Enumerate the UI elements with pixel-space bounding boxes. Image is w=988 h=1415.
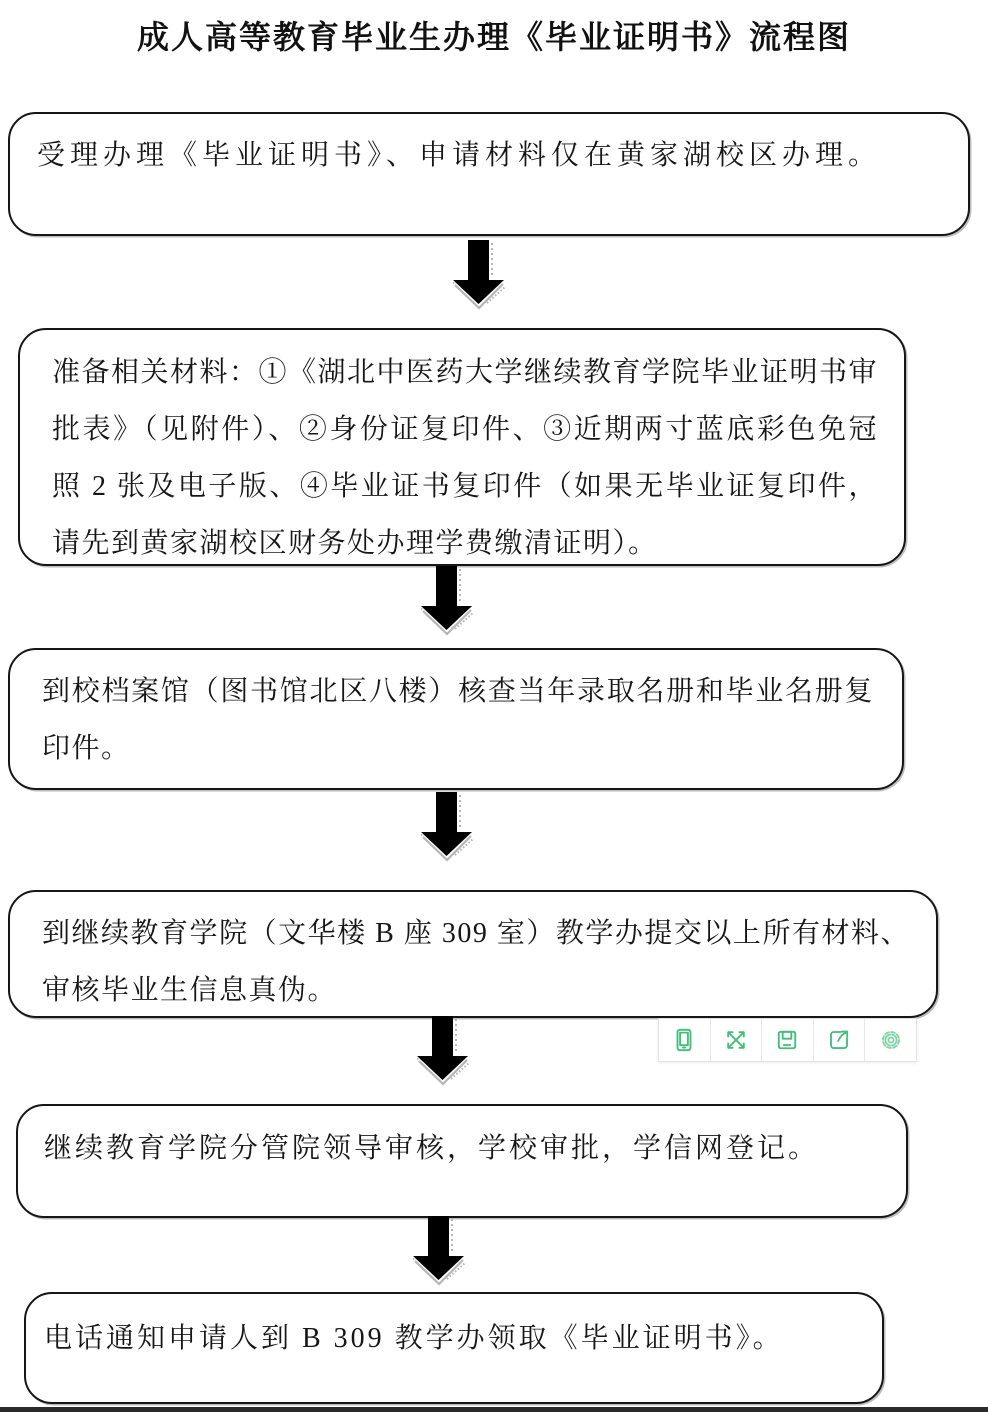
flow-step-materials: 准备相关材料：①《湖北中医药大学继续教育学院毕业证明书审批表》（见附件）、②身份证复印件、③近期两寸蓝底彩色免冠照 2 张及电子版、④毕业证书复印件（如果无毕业证复印件，请先到黄家湖校区财务处办理学费缴清证明）。 (18, 328, 906, 566)
save-icon (774, 1027, 800, 1053)
fullscreen-icon (723, 1027, 749, 1053)
share-button[interactable] (814, 1019, 866, 1061)
window-bottom-edge (0, 1407, 988, 1412)
fullscreen-button[interactable] (711, 1019, 763, 1061)
down-arrow-icon (406, 566, 488, 638)
settings-icon (878, 1027, 904, 1053)
floating-toolbar (658, 1018, 917, 1062)
down-arrow-icon (438, 240, 520, 312)
page-title: 成人高等教育毕业生办理《毕业证明书》流程图 (136, 19, 851, 55)
save-button[interactable] (762, 1019, 814, 1061)
settings-button[interactable] (865, 1019, 916, 1061)
mobile-view-button[interactable] (659, 1019, 711, 1061)
flow-step-reception: 受理办理《毕业证明书》、申请材料仅在黄家湖校区办理。 (8, 112, 970, 236)
share-icon (826, 1027, 852, 1053)
down-arrow-icon (402, 1016, 484, 1088)
flow-step-archives: 到校档案馆（图书馆北区八楼）核查当年录取名册和毕业名册复印件。 (8, 648, 904, 790)
mobile-view-icon (671, 1027, 697, 1053)
down-arrow-icon (406, 792, 488, 864)
flow-step-pickup: 电话通知申请人到 B 309 教学办领取《毕业证明书》。 (24, 1292, 884, 1404)
down-arrow-icon (398, 1216, 480, 1288)
flow-step-approval: 继续教育学院分管院领导审核，学校审批，学信网登记。 (16, 1104, 908, 1218)
flow-step-submit: 到继续教育学院（文华楼 B 座 309 室）教学办提交以上所有材料、审核毕业生信息真伪。 (8, 890, 938, 1018)
